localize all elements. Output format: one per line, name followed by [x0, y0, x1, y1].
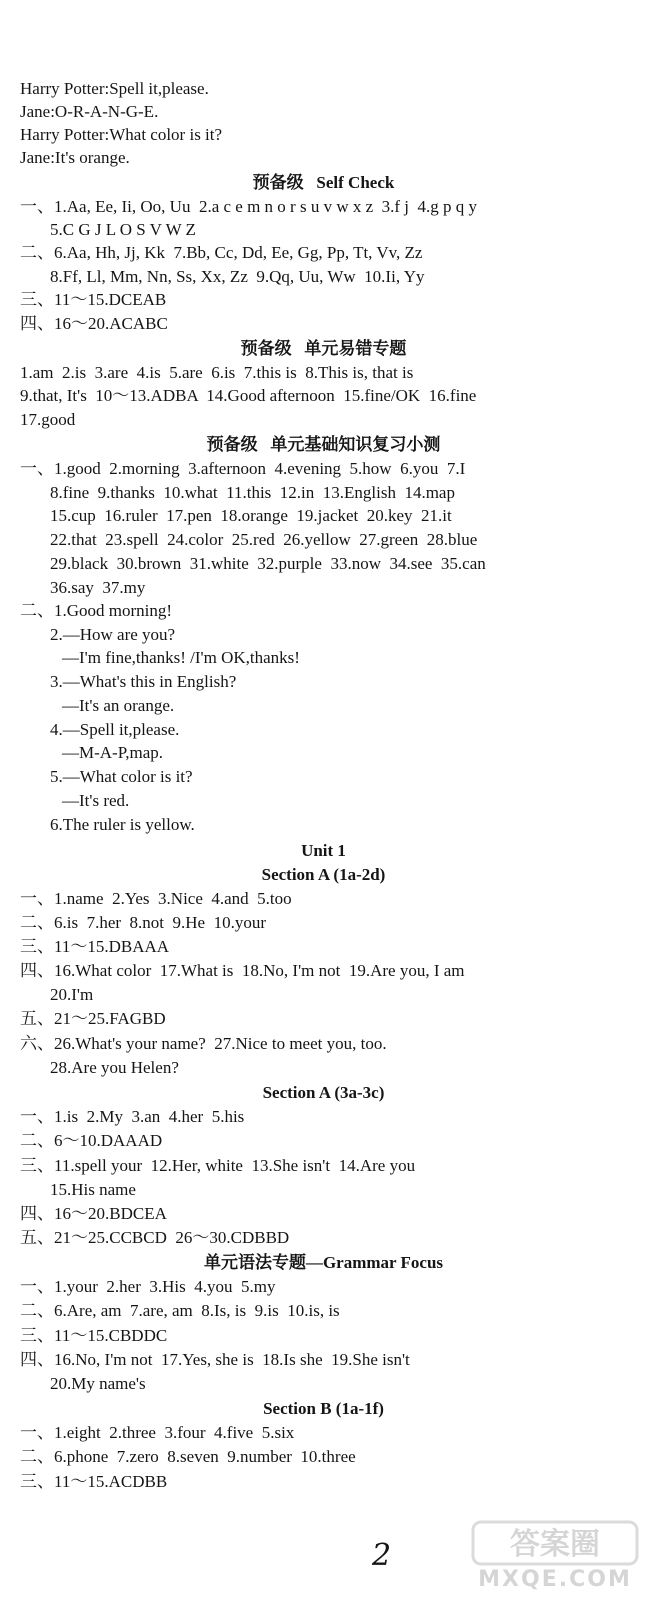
- text-line: 15.His name: [50, 1180, 136, 1199]
- text-line: 三、11.spell your 12.Her, white 13.She isn't 14.Are you: [20, 1156, 416, 1175]
- text-line: —M-A-P,map.: [62, 743, 164, 762]
- text-line: 9.that, It's 10～13.ADBA 14.Good afternoon 15.fine/OK 16.fine: [20, 386, 477, 405]
- text-line: 三、11～15.DCEAB: [20, 290, 167, 309]
- text-line: 3.—What's this in English?: [50, 672, 237, 691]
- text-line: 二、1.Good morning!: [20, 601, 173, 620]
- text-line: 四、16.What color 17.What is 18.No, I'm not 19.Are you, I am: [20, 961, 465, 980]
- text-line: 一、1.name 2.Yes 3.Nice 4.and 5.too: [20, 889, 292, 908]
- text-line: Harry Potter:What color is it?: [20, 125, 223, 144]
- text-line: 15.cup 16.ruler 17.pen 18.orange 19.jacket 20.key 21.it: [50, 506, 452, 525]
- text-line: 6.The ruler is yellow.: [50, 815, 195, 834]
- text-line: 8.Ff, Ll, Mm, Nn, Ss, Xx, Zz 9.Qq, Uu, Ww 10.Ii, Yy: [50, 267, 425, 286]
- text-line: 5.C G J L O S V W Z: [50, 220, 196, 239]
- text-line: 28.Are you Helen?: [50, 1058, 179, 1077]
- text-line: 20.I'm: [50, 985, 94, 1004]
- text-line: 一、1.Aa, Ee, Ii, Oo, Uu 2.a c e m n o r s u v w x z 3.f j 4.g p q y: [20, 197, 478, 216]
- text-line: 五、21～25.FAGBD: [20, 1009, 166, 1028]
- text-line: 二、6.is 7.her 8.not 9.He 10.your: [20, 913, 267, 932]
- text-line: 二、6.Aa, Hh, Jj, Kk 7.Bb, Cc, Dd, Ee, Gg, Pp, Tt, Vv, Zz: [20, 243, 423, 262]
- page-number: 2: [372, 1538, 392, 1573]
- text-line: —I'm fine,thanks! /I'm OK,thanks!: [62, 648, 300, 667]
- text-line: 1.am 2.is 3.are 4.is 5.are 6.is 7.this is 8.This is, that is: [20, 363, 414, 382]
- text-line: 二、6.phone 7.zero 8.seven 9.number 10.three: [20, 1447, 356, 1466]
- section-heading: 单元语法专题—Grammar Focus: [203, 1253, 444, 1272]
- text-line: 2.—How are you?: [50, 625, 176, 644]
- text-line: —It's red.: [62, 791, 130, 810]
- text-line: —It's an orange.: [62, 696, 175, 715]
- text-line: 17.good: [20, 410, 76, 429]
- text-line: 三、11～15.ACDBB: [20, 1472, 168, 1491]
- watermark-top: 答案圈: [510, 1527, 600, 1562]
- section-heading: 预备级 Self Check: [252, 173, 395, 192]
- text-line: 22.that 23.spell 24.color 25.red 26.yellow 27.green 28.blue: [50, 530, 478, 549]
- section-heading: Section B (1a-1f): [263, 1399, 384, 1418]
- text-line: Jane:O-R-A-N-G-E.: [20, 102, 159, 121]
- text-line: 五、21～25.CCBCD 26～30.CDBBD: [20, 1228, 290, 1247]
- text-line: 8.fine 9.thanks 10.what 11.this 12.in 13.English 14.map: [50, 483, 455, 502]
- text-line: Harry Potter:Spell it,please.: [20, 79, 209, 98]
- text-line: 一、1.eight 2.three 3.four 4.five 5.six: [20, 1423, 295, 1442]
- text-line: 六、26.What's your name? 27.Nice to meet you, too.: [20, 1034, 387, 1053]
- text-line: 四、16～20.BDCEA: [20, 1204, 167, 1223]
- text-line: 四、16.No, I'm not 17.Yes, she is 18.Is she 19.She isn't: [20, 1350, 410, 1369]
- text-line: 29.black 30.brown 31.white 32.purple 33.now 34.see 35.can: [50, 554, 486, 573]
- text-line: 4.—Spell it,please.: [50, 720, 180, 739]
- text-line: 二、6.Are, am 7.are, am 8.Is, is 9.is 10.is, is: [20, 1301, 340, 1320]
- text-line: 一、1.your 2.her 3.His 4.you 5.my: [20, 1277, 276, 1296]
- section-heading: 预备级 单元基础知识复习小测: [206, 435, 441, 454]
- text-line: 一、1.is 2.My 3.an 4.her 5.his: [20, 1107, 245, 1126]
- unit-heading: Unit 1: [301, 841, 346, 860]
- watermark-logo: [471, 1520, 639, 1590]
- section-heading: Section A (1a-2d): [261, 865, 386, 884]
- text-line: Jane:It's orange.: [20, 148, 130, 167]
- text-line: 20.My name's: [50, 1374, 146, 1393]
- text-line: 三、11～15.CBDDC: [20, 1326, 168, 1345]
- text-line: 36.say 37.my: [50, 578, 146, 597]
- text-line: 四、16～20.ACABC: [20, 314, 168, 333]
- section-heading: 预备级 单元易错专题: [240, 339, 407, 358]
- text-line: 三、11～15.DBAAA: [20, 937, 170, 956]
- text-line: 二、6～10.DAAAD: [20, 1131, 163, 1150]
- watermark-bottom: MXQE.COM: [478, 1567, 632, 1590]
- text-line: 一、1.good 2.morning 3.afternoon 4.evening 5.how 6.you 7.I: [20, 459, 466, 478]
- text-line: 5.—What color is it?: [50, 767, 193, 786]
- section-heading: Section A (3a-3c): [262, 1083, 385, 1102]
